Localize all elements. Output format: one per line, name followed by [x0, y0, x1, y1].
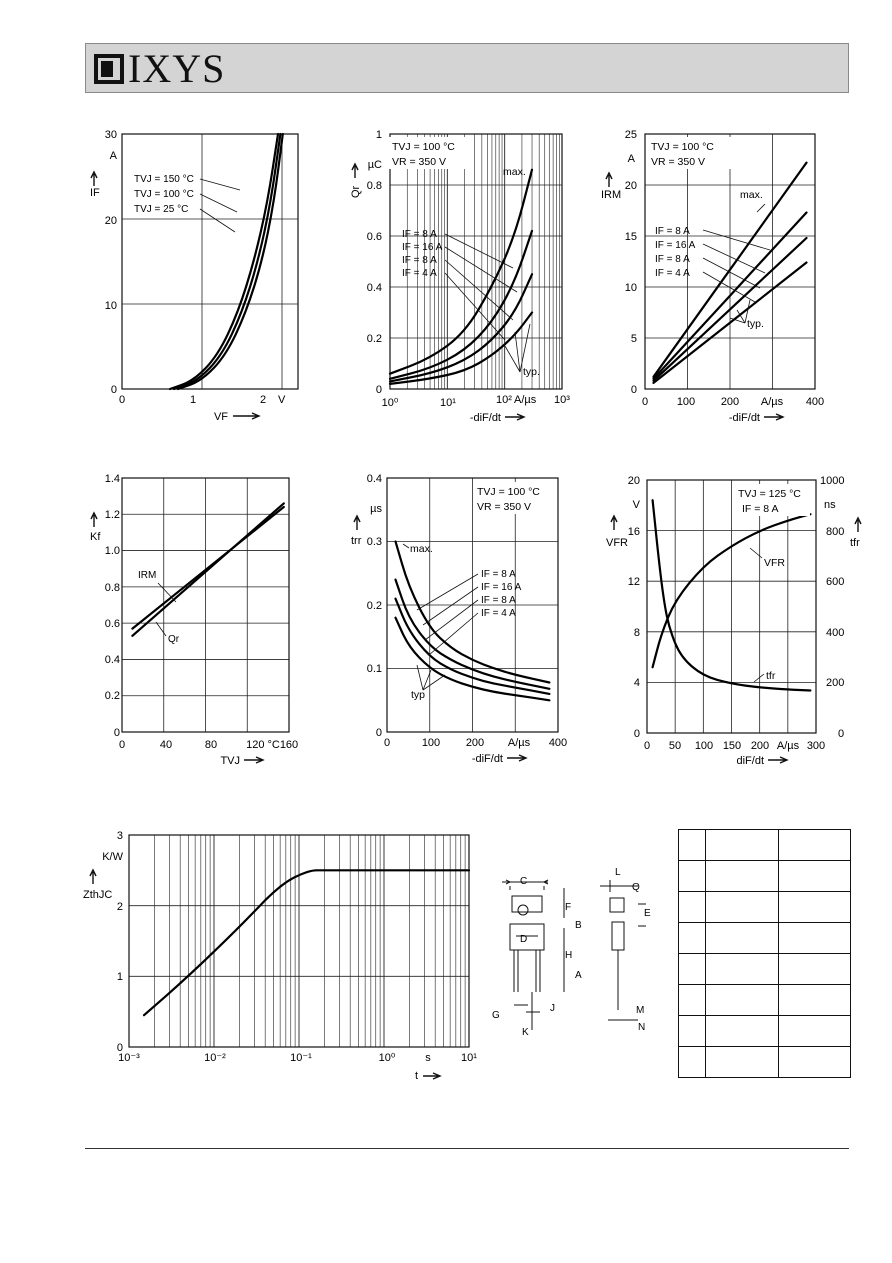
x-axis-label: VF	[213, 411, 228, 423]
x-tick-label: 40	[159, 739, 173, 751]
y-tick-label: 0.8	[104, 582, 120, 594]
x-tick-label: 400	[805, 396, 825, 408]
dimension-letter: K	[522, 1027, 529, 1038]
y-tick-label: 0	[113, 727, 120, 739]
condition-label: TVJ = 100 °C	[477, 486, 540, 498]
table-row	[679, 830, 851, 861]
x-unit-label: V	[278, 394, 286, 406]
x-tick-label: 0	[118, 739, 126, 751]
x-tick-label: 10¹	[440, 397, 456, 409]
annotation-max: max.	[410, 543, 433, 555]
arrow-up-icon	[606, 173, 612, 187]
series-line	[132, 507, 283, 629]
x-tick-label: 200	[750, 740, 770, 752]
x-tick-label: 0	[118, 394, 126, 406]
x-tick-label: 0	[643, 740, 651, 752]
y-tick-label: 1.2	[104, 509, 120, 521]
y2-tick-label: 800	[826, 526, 845, 538]
y2-tick-label: 0	[838, 728, 845, 740]
y-tick-label: 0.3	[366, 536, 382, 548]
x-axis-label: -diF/dt	[469, 412, 501, 424]
chart-kf-temperature	[80, 470, 310, 770]
legend-label: IF = 4 A	[481, 608, 516, 619]
table-cell	[679, 1016, 706, 1047]
y-unit-label: V	[632, 499, 640, 511]
y-tick-label: 16	[627, 526, 640, 538]
y-tick-label: 8	[633, 627, 640, 639]
table-cell	[706, 985, 779, 1016]
y2-axis-label: tfr	[850, 537, 860, 549]
arrow-up-icon	[91, 172, 97, 186]
y2-tick-label: 200	[826, 677, 845, 689]
y-tick-label: 30	[104, 129, 117, 141]
y-tick-label: 0.2	[104, 690, 120, 702]
y-tick-label: 25	[624, 129, 637, 141]
arrow-right-icon	[505, 414, 524, 420]
table-cell	[679, 892, 706, 923]
condition-label: TVJ = 100 °C	[651, 141, 714, 153]
x-tick-label: 2	[259, 394, 267, 406]
dimension-letter: B	[575, 920, 582, 931]
x-tick-label: 10⁻³	[118, 1052, 140, 1064]
y-unit-label: A	[109, 150, 117, 162]
y-tick-label: 1	[116, 971, 123, 983]
condition-label: VR = 350 V	[651, 156, 705, 168]
ixys-logo-mark-icon	[94, 54, 124, 84]
table-row	[679, 861, 851, 892]
dimension-letter: C	[520, 876, 528, 887]
y-axis-label: IRM	[601, 189, 622, 201]
dimension-letter: D	[520, 934, 528, 945]
x-tick-label: 0	[641, 396, 649, 408]
dimension-letter: H	[565, 950, 573, 961]
x-tick-label: 160	[279, 739, 299, 751]
x-tick-label: 100	[676, 396, 696, 408]
legend-label: TVJ = 25 °C	[134, 204, 189, 215]
table-cell	[706, 830, 779, 861]
x-tick-label: 10⁰	[378, 1052, 396, 1064]
x-tick-label: 1	[189, 394, 197, 406]
y-tick-label: 0.1	[366, 663, 382, 675]
condition-label: IF = 8 A	[742, 503, 779, 515]
x-tick-label: 0	[383, 737, 391, 749]
legend-label: IF = 8 A	[402, 229, 437, 240]
y-unit-label: K/W	[102, 851, 123, 863]
y-tick-label: 0.4	[366, 473, 382, 485]
arrow-up-icon	[354, 516, 360, 530]
y-unit-label: A	[627, 153, 635, 165]
annotation-typ: typ.	[747, 318, 764, 330]
table-cell	[706, 1016, 779, 1047]
y-tick-label: 20	[104, 215, 117, 227]
annotation-typ: typ.	[523, 366, 540, 378]
dimension-letter: A	[575, 970, 582, 981]
y-tick-label: 4	[633, 677, 640, 689]
dimension-letter: E	[644, 908, 651, 919]
table-row	[679, 1016, 851, 1047]
x-unit-label: s	[425, 1052, 431, 1064]
table-cell	[679, 830, 706, 861]
table-row	[679, 1047, 851, 1078]
y-tick-label: 0	[375, 727, 382, 739]
x-tick-label: 200	[720, 396, 740, 408]
x-tick-label: 120 °C	[246, 739, 280, 751]
x-tick-label: 300	[806, 740, 826, 752]
x-unit-label: A/µs	[776, 740, 800, 752]
y-tick-label: 5	[630, 333, 637, 345]
y-tick-label: 20	[624, 180, 637, 192]
series-line	[144, 870, 469, 1015]
y-tick-label: 0.2	[366, 600, 382, 612]
x-axis-label: -diF/dt	[471, 753, 503, 765]
arrow-up-icon	[855, 518, 861, 532]
y2-tick-label: 400	[826, 627, 845, 639]
y-axis-label: ZthJC	[83, 889, 113, 901]
ixys-logo	[94, 46, 226, 91]
dimension-letter: N	[638, 1022, 646, 1033]
arrow-right-icon	[244, 757, 263, 763]
dimension-letter: M	[636, 1005, 645, 1016]
condition-label: VR = 350 V	[392, 156, 446, 168]
series-line	[178, 134, 283, 389]
annotation-typ: typ	[411, 689, 426, 701]
x-tick-label: 150	[722, 740, 742, 752]
y-tick-label: 0.6	[366, 231, 382, 243]
x-tick-label: 10⁻¹	[290, 1052, 312, 1064]
legend-label: IF = 8 A	[481, 595, 516, 606]
dimension-letter: L	[615, 867, 621, 878]
arrow-up-icon	[90, 870, 96, 884]
arrow-right-icon	[768, 757, 787, 763]
dimension-letter: G	[492, 1010, 500, 1021]
package-outline-drawing	[488, 860, 668, 1060]
y-tick-label: 0.6	[104, 618, 120, 630]
x-tick-label: 80	[204, 739, 218, 751]
y-tick-label: 1.4	[104, 473, 120, 485]
y-tick-label: 0	[116, 1042, 123, 1054]
y-tick-label: 0.2	[366, 333, 382, 345]
y-tick-label: 0.4	[366, 282, 382, 294]
x-axis-label: diF/dt	[736, 755, 764, 767]
x-tick-label: 100	[694, 740, 714, 752]
y-tick-label: 0.4	[104, 654, 120, 666]
x-tick-label: 10¹	[461, 1052, 477, 1064]
y-axis-label: Kf	[90, 531, 101, 543]
series-label: Qr	[168, 634, 180, 645]
leader-line	[750, 548, 764, 682]
x-unit-label: A/µs	[514, 394, 537, 406]
y-tick-label: 0	[375, 384, 382, 396]
table-cell	[679, 954, 706, 985]
arrow-up-icon	[611, 516, 617, 530]
series-label: IRM	[138, 570, 157, 581]
x-axis-label: t	[414, 1070, 418, 1082]
x-axis-label: -diF/dt	[728, 412, 760, 424]
x-tick-label: 10⁰	[381, 397, 399, 409]
table-cell	[706, 923, 779, 954]
table-cell	[779, 1016, 851, 1047]
y-tick-label: 10	[624, 282, 637, 294]
dimension-letter: Q	[632, 882, 640, 893]
y-axis-label: trr	[351, 535, 362, 547]
legend-label: IF = 16 A	[402, 242, 443, 253]
table-cell	[779, 1047, 851, 1078]
table-cell	[779, 861, 851, 892]
y2-tick-label: 1000	[820, 475, 845, 487]
table-cell	[779, 923, 851, 954]
plot-area	[647, 480, 816, 733]
x-tick-label: 50	[668, 740, 682, 752]
legend-label: IF = 16 A	[481, 582, 522, 593]
y-unit-label: µs	[370, 503, 382, 515]
y2-tick-label: 600	[826, 576, 845, 588]
y-tick-label: 10	[104, 300, 117, 312]
table-cell	[679, 985, 706, 1016]
arrow-up-icon	[352, 164, 358, 178]
brand-header-bar	[85, 43, 849, 93]
table-cell	[706, 1047, 779, 1078]
condition-label: VR = 350 V	[477, 501, 531, 513]
x-axis-label: TVJ	[220, 755, 240, 767]
plot-area	[122, 478, 289, 732]
legend-label: IF = 8 A	[402, 255, 437, 266]
table-cell	[679, 861, 706, 892]
condition-label: TVJ = 100 °C	[392, 141, 455, 153]
plot-area	[129, 835, 469, 1047]
arrow-up-icon	[91, 513, 97, 527]
table-cell	[706, 861, 779, 892]
table-row	[679, 985, 851, 1016]
y-tick-label: 15	[624, 231, 637, 243]
arrow-right-icon	[423, 1073, 440, 1079]
table-cell	[679, 1047, 706, 1078]
table-row	[679, 954, 851, 985]
arrow-right-icon	[764, 414, 783, 420]
y-axis-label: Qr	[350, 185, 362, 198]
footer-divider	[85, 1148, 849, 1149]
table-row	[679, 892, 851, 923]
legend-label: TVJ = 150 °C	[134, 174, 194, 185]
x-unit-label: A/µs	[507, 737, 531, 749]
dimension-letter: J	[550, 1003, 555, 1014]
table-cell	[779, 892, 851, 923]
y-tick-label: 0	[630, 384, 637, 396]
leader-line	[200, 179, 240, 232]
dimensions-table	[678, 829, 851, 1078]
y-tick-label: 0	[110, 384, 117, 396]
brand-name: IXYS	[128, 46, 226, 91]
legend-label: IF = 8 A	[655, 254, 690, 265]
legend-label: IF = 8 A	[481, 569, 516, 580]
y-tick-label: 3	[116, 830, 123, 842]
legend-label: IF = 8 A	[655, 226, 690, 237]
x-tick-label: 100	[421, 737, 441, 749]
y-tick-label: 1.0	[104, 545, 120, 557]
legend-label: IF = 16 A	[655, 240, 696, 251]
x-tick-label: 10⁻²	[204, 1052, 226, 1064]
chart-recovery-charge	[345, 120, 575, 430]
condition-label: TVJ = 125 °C	[738, 488, 801, 500]
x-unit-label: A/µs	[760, 396, 784, 408]
annotation-max: max.	[740, 189, 763, 201]
table-cell	[779, 954, 851, 985]
x-tick-label: 10³	[554, 394, 570, 406]
chart-peak-reverse-current	[595, 120, 835, 430]
legend-label: IF = 4 A	[402, 268, 437, 279]
chart-thermal-impedance	[85, 820, 485, 1090]
table-row	[679, 923, 851, 954]
y2-unit-label: ns	[824, 499, 836, 511]
y-tick-label: 12	[627, 576, 640, 588]
plot-area	[122, 134, 298, 389]
table-cell	[779, 985, 851, 1016]
y-tick-label: 0.8	[366, 180, 382, 192]
arrow-right-icon	[507, 755, 526, 761]
chart-forward-recovery	[600, 470, 870, 770]
legend-label: TVJ = 100 °C	[134, 189, 194, 200]
legend-label: IF = 4 A	[655, 268, 690, 279]
table-cell	[706, 954, 779, 985]
y-axis-label: VFR	[606, 537, 628, 549]
chart-reverse-recovery-time	[345, 470, 575, 770]
y-tick-label: 20	[627, 475, 640, 487]
series-label: tfr	[766, 670, 776, 682]
x-tick-label: 200	[465, 737, 485, 749]
table-cell	[779, 830, 851, 861]
leader-line	[156, 583, 176, 636]
y-tick-label: 0	[633, 728, 640, 740]
y-axis-label: IF	[90, 187, 100, 199]
side-view	[600, 880, 646, 1020]
x-tick-label: 400	[548, 737, 568, 749]
y-unit-label: µC	[367, 159, 382, 171]
table-cell	[679, 923, 706, 954]
annotation-max: max.	[503, 166, 526, 178]
y-tick-label: 2	[116, 901, 123, 913]
dimension-letter: F	[565, 902, 572, 913]
y-tick-label: 1	[375, 129, 382, 141]
series-label: VFR	[764, 557, 785, 569]
chart-forward-current	[80, 120, 300, 430]
table-cell	[706, 892, 779, 923]
arrow-right-icon	[233, 413, 259, 419]
x-tick-label: 10²	[496, 394, 512, 406]
